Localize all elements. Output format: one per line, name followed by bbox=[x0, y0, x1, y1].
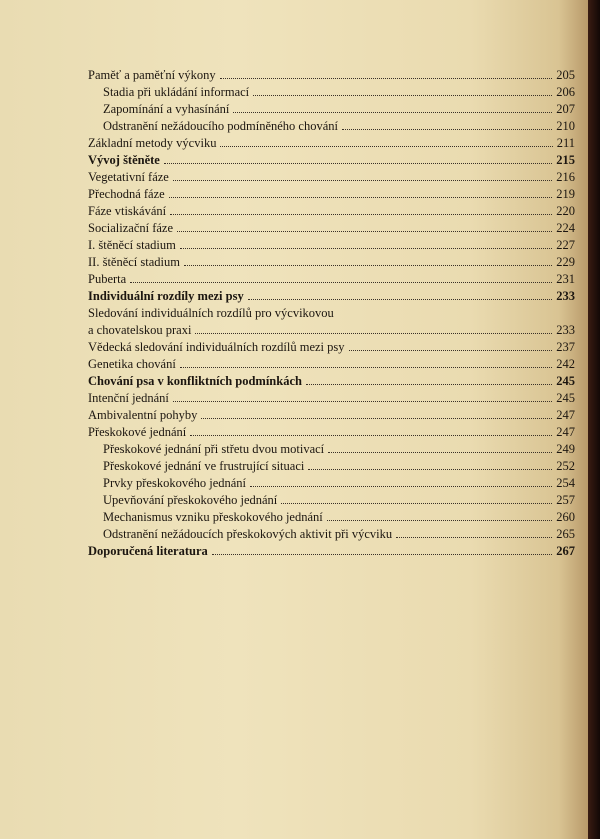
dot-leader bbox=[195, 332, 552, 334]
dot-leader bbox=[130, 281, 552, 283]
dot-leader bbox=[306, 383, 552, 385]
toc-entry-page-number: 247 bbox=[556, 425, 575, 439]
toc-entry-label: Přeskokové jednání při střetu dvou motivací bbox=[103, 442, 325, 456]
dot-leader bbox=[327, 519, 553, 521]
toc-entry-page-number: 254 bbox=[556, 476, 575, 490]
dot-leader bbox=[201, 417, 552, 419]
dot-leader bbox=[253, 94, 552, 96]
toc-entry bbox=[88, 217, 575, 235]
toc-entry-label: Prvky přeskokového jednání bbox=[103, 476, 247, 490]
toc-entry-label: Vegetativní fáze bbox=[88, 170, 169, 184]
toc-entry-page-number: 211 bbox=[556, 136, 575, 150]
toc-entry-page-number: 229 bbox=[556, 255, 575, 269]
toc-entry-label: Přechodná fáze bbox=[88, 187, 165, 201]
toc-entry-label: Stadia při ukládání informací bbox=[103, 85, 250, 99]
dot-leader bbox=[212, 553, 552, 555]
toc-entry bbox=[88, 149, 575, 167]
toc-entry-label: Chování psa v konfliktních podmínkách bbox=[88, 374, 302, 388]
toc-entry-label: Individuální rozdíly mezi psy bbox=[88, 289, 244, 303]
page-edge-shadow bbox=[588, 0, 600, 839]
toc-entry-page-number: 260 bbox=[556, 510, 575, 524]
toc-entry-page-number: 233 bbox=[556, 323, 575, 337]
toc-entry-page-number: 205 bbox=[556, 68, 575, 82]
dot-leader bbox=[328, 451, 552, 453]
dot-leader bbox=[180, 366, 552, 368]
toc-entry-page-number: 242 bbox=[556, 357, 575, 371]
toc-entry bbox=[103, 523, 575, 541]
toc-entry-label: Odstranění nežádoucího podmíněného chování bbox=[103, 119, 338, 133]
toc-entry-label: Ambivalentní pohyby bbox=[88, 408, 198, 422]
toc-entry-label: Sledování individuálních rozdílů pro výcvikovou bbox=[88, 306, 334, 320]
toc-entry-page-number: 206 bbox=[556, 85, 575, 99]
toc-entry-label: Přeskokové jednání ve frustrující situaci bbox=[103, 459, 305, 473]
toc-entry-page-number: 245 bbox=[556, 374, 575, 388]
toc-entry bbox=[88, 370, 575, 388]
toc-entry-label: Vědecká sledování individuálních rozdílů mezi psy bbox=[88, 340, 345, 354]
toc-entry-page-number: 210 bbox=[556, 119, 575, 133]
toc-entry bbox=[103, 81, 575, 99]
toc-entry-page-number: 224 bbox=[556, 221, 575, 235]
toc-entry bbox=[103, 506, 575, 524]
toc-entry-label: Paměť a paměťní výkony bbox=[88, 68, 216, 82]
toc-entry bbox=[88, 166, 575, 184]
toc-entry-page-number: 247 bbox=[556, 408, 575, 422]
toc-entry bbox=[103, 115, 575, 133]
toc-entry bbox=[103, 489, 575, 507]
toc-entry bbox=[88, 285, 575, 303]
toc-entry-label: Genetika chování bbox=[88, 357, 176, 371]
dot-leader bbox=[250, 485, 552, 487]
toc-entry bbox=[88, 421, 575, 439]
toc-entry bbox=[103, 472, 575, 490]
toc-entry bbox=[88, 132, 575, 150]
toc-entry-page-number: 252 bbox=[556, 459, 575, 473]
dot-leader bbox=[233, 111, 552, 113]
toc-entry-label: Fáze vtiskávání bbox=[88, 204, 167, 218]
toc-entry-label: Upevňování přeskokového jednání bbox=[103, 493, 278, 507]
dot-leader bbox=[177, 230, 552, 232]
toc-entry-page-number: 237 bbox=[556, 340, 575, 354]
toc-entry-label: Doporučená literatura bbox=[88, 544, 208, 558]
dot-leader bbox=[220, 145, 552, 147]
toc-entry-label: Odstranění nežádoucích přeskokových aktivit při výcviku bbox=[103, 527, 393, 541]
toc-entry-page-number: 207 bbox=[556, 102, 575, 116]
toc-entry-label: Socializační fáze bbox=[88, 221, 174, 235]
toc-entry bbox=[88, 64, 575, 82]
dot-leader bbox=[169, 196, 553, 198]
dot-leader bbox=[281, 502, 552, 504]
toc-entry bbox=[88, 268, 575, 286]
dot-leader bbox=[190, 434, 552, 436]
dot-leader bbox=[173, 179, 552, 181]
toc-entry-page-number: 219 bbox=[556, 187, 575, 201]
toc-entry bbox=[103, 455, 575, 473]
toc-entry-page-number: 265 bbox=[556, 527, 575, 541]
toc-entry-page-number: 267 bbox=[556, 544, 575, 558]
dot-leader bbox=[173, 400, 552, 402]
toc-entry bbox=[88, 183, 575, 201]
toc-entry bbox=[88, 200, 575, 218]
toc-entry bbox=[88, 540, 575, 558]
dot-leader bbox=[164, 162, 552, 164]
toc-entry-label: I. štěněcí stadium bbox=[88, 238, 176, 252]
toc-entry bbox=[88, 387, 575, 405]
toc-entry-label: Mechanismus vzniku přeskokového jednání bbox=[103, 510, 323, 524]
dot-leader bbox=[220, 77, 553, 79]
dot-leader bbox=[342, 128, 552, 130]
toc-entry-page-number: 216 bbox=[556, 170, 575, 184]
toc-entry-page-number: 231 bbox=[556, 272, 575, 286]
toc-entry-page-number: 215 bbox=[556, 153, 575, 167]
toc-entry bbox=[88, 302, 575, 320]
toc-entry-page-number: 245 bbox=[556, 391, 575, 405]
toc-entry bbox=[88, 251, 575, 269]
dot-leader bbox=[396, 536, 552, 538]
toc-entry-label: Puberta bbox=[88, 272, 127, 286]
dot-leader bbox=[308, 468, 552, 470]
toc-entry bbox=[88, 319, 575, 337]
dot-leader bbox=[248, 298, 553, 300]
toc-entry-page-number: 227 bbox=[556, 238, 575, 252]
toc-entry-page-number: 233 bbox=[556, 289, 575, 303]
toc-entry bbox=[88, 234, 575, 252]
dot-leader bbox=[170, 213, 552, 215]
toc-entry-label: Zapomínání a vyhasínání bbox=[103, 102, 230, 116]
toc-entry-label: Základní metody výcviku bbox=[88, 136, 217, 150]
toc-entry-page-number: 257 bbox=[556, 493, 575, 507]
toc-entry bbox=[88, 336, 575, 354]
toc-entry bbox=[88, 404, 575, 422]
dot-leader bbox=[184, 264, 552, 266]
dot-leader bbox=[349, 349, 553, 351]
toc-entry-label: Přeskokové jednání bbox=[88, 425, 187, 439]
toc-entry bbox=[88, 353, 575, 371]
toc-entry-label: Intenční jednání bbox=[88, 391, 169, 405]
toc-entry-label: a chovatelskou praxi bbox=[88, 323, 192, 337]
toc-entry bbox=[103, 98, 575, 116]
toc-entry bbox=[103, 438, 575, 456]
toc-entry-label: Vývoj štěněte bbox=[88, 153, 160, 167]
dot-leader bbox=[180, 247, 552, 249]
toc-entry-page-number: 249 bbox=[556, 442, 575, 456]
toc-entry-label: II. štěněcí stadium bbox=[88, 255, 180, 269]
toc-entry-page-number: 220 bbox=[556, 204, 575, 218]
